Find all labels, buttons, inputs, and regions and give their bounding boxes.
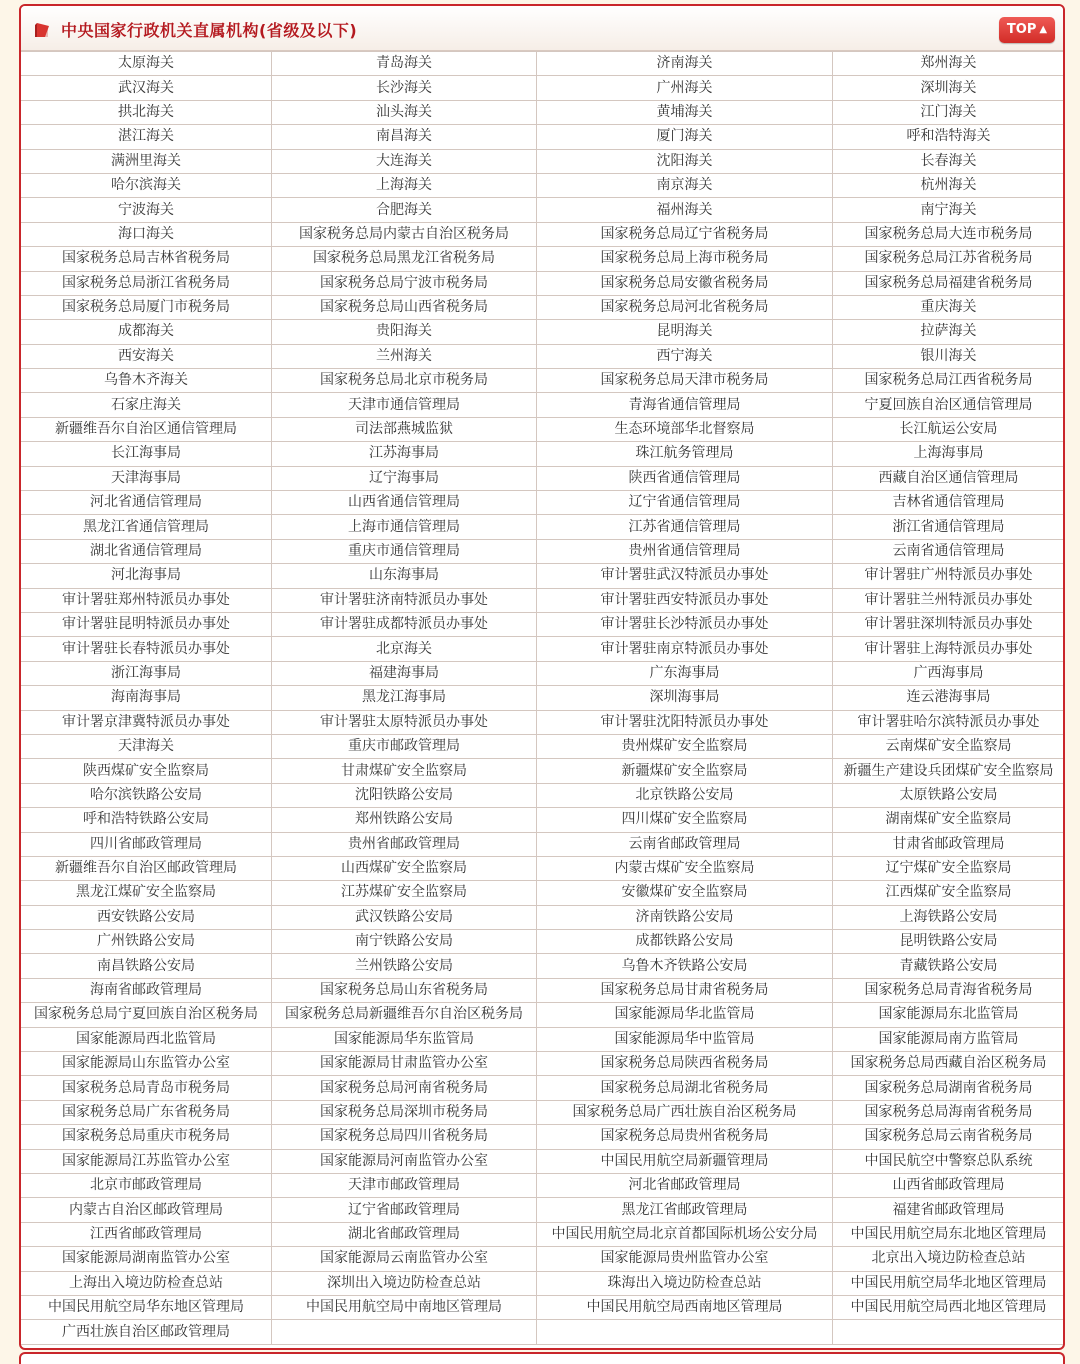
agency-link[interactable]: 国家税务总局青岛市税务局	[21, 1076, 272, 1100]
table-row	[21, 125, 1065, 149]
agency-link[interactable]: 审计署驻武汉特派员办事处	[537, 564, 833, 588]
agency-link[interactable]: 国家税务总局福建省税务局	[833, 271, 1065, 295]
agency-link[interactable]: 银川海关	[833, 344, 1065, 368]
agency-link[interactable]: 审计署驻太原特派员办事处	[272, 710, 537, 734]
agency-link[interactable]: 浙江海事局	[21, 661, 272, 685]
chevron-up-icon: ▲	[1039, 24, 1048, 35]
agency-link[interactable]: 满洲里海关	[21, 149, 272, 173]
agency-link[interactable]: 黄埔海关	[537, 100, 833, 124]
agency-link[interactable]: 福建省邮政管理局	[833, 1198, 1065, 1222]
table-row	[21, 1052, 1065, 1076]
agency-link[interactable]: 连云港海事局	[833, 686, 1065, 710]
table-row	[21, 1247, 1065, 1271]
agency-link[interactable]: 拱北海关	[21, 100, 272, 124]
agency-link[interactable]: 陕西省通信管理局	[537, 466, 833, 490]
table-row	[21, 783, 1065, 807]
agency-link[interactable]: 国家税务总局辽宁省税务局	[537, 222, 833, 246]
agency-link[interactable]: 审计署驻昆明特派员办事处	[21, 612, 272, 636]
agency-link[interactable]: 国家税务总局深圳市税务局	[272, 1100, 537, 1124]
agency-link[interactable]: 沈阳海关	[537, 149, 833, 173]
agency-link[interactable]: 云南煤矿安全监察局	[833, 734, 1065, 758]
agency-link[interactable]: 天津海关	[21, 734, 272, 758]
agency-link[interactable]: 汕头海关	[272, 100, 537, 124]
agency-table	[20, 51, 1065, 1345]
table-row	[21, 1149, 1065, 1173]
agency-link[interactable]: 国家能源局华中监管局	[537, 1027, 833, 1051]
agency-link[interactable]: 上海出入境边防检查总站	[21, 1271, 272, 1295]
agency-link[interactable]: 青海省通信管理局	[537, 393, 833, 417]
agency-link[interactable]: 国家税务总局江苏省税务局	[833, 247, 1065, 271]
agency-link[interactable]: 上海市通信管理局	[272, 515, 537, 539]
table-row	[21, 856, 1065, 880]
agency-link[interactable]: 宁波海关	[21, 198, 272, 222]
agency-link[interactable]: 国家税务总局湖北省税务局	[537, 1076, 833, 1100]
agency-link[interactable]: 国家税务总局湖南省税务局	[833, 1076, 1065, 1100]
agency-link[interactable]: 辽宁省邮政管理局	[272, 1198, 537, 1222]
agency-link[interactable]: 南昌海关	[272, 125, 537, 149]
agency-link[interactable]: 太原海关	[21, 52, 272, 76]
agency-link[interactable]: 郑州铁路公安局	[272, 808, 537, 832]
agency-link[interactable]: 审计署驻哈尔滨特派员办事处	[833, 710, 1065, 734]
table-row	[21, 1222, 1065, 1246]
agency-link[interactable]: 长春海关	[833, 149, 1065, 173]
table-row	[21, 612, 1065, 636]
table-row	[21, 686, 1065, 710]
agency-link[interactable]: 重庆市邮政管理局	[272, 734, 537, 758]
agency-link[interactable]: 国家税务总局大连市税务局	[833, 222, 1065, 246]
agency-link[interactable]: 湛江海关	[21, 125, 272, 149]
agency-link[interactable]: 上海铁路公安局	[833, 905, 1065, 929]
table-row	[21, 76, 1065, 100]
table-row	[21, 1320, 1065, 1344]
agency-link[interactable]: 沈阳铁路公安局	[272, 783, 537, 807]
table-row	[21, 905, 1065, 929]
empty-cell	[537, 1320, 833, 1344]
agency-link[interactable]: 南宁铁路公安局	[272, 930, 537, 954]
agency-link[interactable]: 国家能源局云南监管办公室	[272, 1247, 537, 1271]
agency-link[interactable]: 黑龙江海事局	[272, 686, 537, 710]
agency-link[interactable]: 国家税务总局安徽省税务局	[537, 271, 833, 295]
back-to-top-button[interactable]	[999, 17, 1055, 43]
agency-link[interactable]: 上海海事局	[833, 442, 1065, 466]
table-row	[21, 954, 1065, 978]
table-row	[21, 491, 1065, 515]
agency-link[interactable]: 中国民航空中警察总队系统	[833, 1149, 1065, 1173]
agency-link[interactable]: 郑州海关	[833, 52, 1065, 76]
table-row	[21, 1198, 1065, 1222]
table-row	[21, 1173, 1065, 1197]
agency-link[interactable]: 国家税务总局厦门市税务局	[21, 295, 272, 319]
agency-link[interactable]: 国家税务总局四川省税务局	[272, 1125, 537, 1149]
agency-link[interactable]: 国家税务总局河北省税务局	[537, 295, 833, 319]
agency-link[interactable]: 内蒙古自治区邮政管理局	[21, 1198, 272, 1222]
agency-link[interactable]: 国家税务总局黑龙江省税务局	[272, 247, 537, 271]
agency-link[interactable]: 中国民用航空局华东地区管理局	[21, 1295, 272, 1319]
agency-link[interactable]: 黑龙江煤矿安全监察局	[21, 881, 272, 905]
agency-link[interactable]: 云南省邮政管理局	[537, 832, 833, 856]
agency-link[interactable]: 呼和浩特铁路公安局	[21, 808, 272, 832]
agency-link[interactable]: 国家能源局甘肃监管办公室	[272, 1052, 537, 1076]
agency-link[interactable]: 河北省邮政管理局	[537, 1173, 833, 1197]
agency-link[interactable]: 国家税务总局天津市税务局	[537, 369, 833, 393]
agency-link[interactable]: 大连海关	[272, 149, 537, 173]
agency-link[interactable]: 国家税务总局山西省税务局	[272, 295, 537, 319]
agency-link[interactable]: 长江海事局	[21, 442, 272, 466]
agency-link[interactable]: 国家税务总局浙江省税务局	[21, 271, 272, 295]
table-row	[21, 344, 1065, 368]
agency-link[interactable]: 山西省邮政管理局	[833, 1173, 1065, 1197]
table-row	[21, 832, 1065, 856]
table-row	[21, 417, 1065, 441]
table-row	[21, 515, 1065, 539]
agency-link[interactable]: 厦门海关	[537, 125, 833, 149]
agency-link[interactable]: 武汉海关	[21, 76, 272, 100]
agency-link[interactable]: 新疆生产建设兵团煤矿安全监察局	[833, 759, 1065, 783]
agency-link[interactable]: 安徽煤矿安全监察局	[537, 881, 833, 905]
agency-link[interactable]: 武汉铁路公安局	[272, 905, 537, 929]
agency-link[interactable]: 黑龙江省通信管理局	[21, 515, 272, 539]
agency-link[interactable]: 湖北省邮政管理局	[272, 1222, 537, 1246]
agency-list-panel	[19, 4, 1065, 1350]
empty-cell	[833, 1320, 1065, 1344]
agency-link[interactable]: 国家能源局华东监管局	[272, 1027, 537, 1051]
agency-link[interactable]: 云南省通信管理局	[833, 539, 1065, 563]
table-row	[21, 198, 1065, 222]
agency-link[interactable]: 广东海事局	[537, 661, 833, 685]
agency-link[interactable]: 审计署驻沈阳特派员办事处	[537, 710, 833, 734]
agency-link[interactable]: 国家税务总局云南省税务局	[833, 1125, 1065, 1149]
agency-link[interactable]: 山东海事局	[272, 564, 537, 588]
table-row	[21, 637, 1065, 661]
agency-link[interactable]: 江西煤矿安全监察局	[833, 881, 1065, 905]
agency-link[interactable]: 珠海出入境边防检查总站	[537, 1271, 833, 1295]
table-row	[21, 1271, 1065, 1295]
agency-link[interactable]: 青岛海关	[272, 52, 537, 76]
agency-link[interactable]: 贵州省邮政管理局	[272, 832, 537, 856]
agency-link[interactable]: 中国民用航空局西南地区管理局	[537, 1295, 833, 1319]
agency-link[interactable]: 生态环境部华北督察局	[537, 417, 833, 441]
agency-link[interactable]: 浙江省通信管理局	[833, 515, 1065, 539]
agency-link[interactable]: 辽宁海事局	[272, 466, 537, 490]
agency-link[interactable]: 天津海事局	[21, 466, 272, 490]
agency-link[interactable]: 审计署驻上海特派员办事处	[833, 637, 1065, 661]
next-section-panel	[19, 1352, 1065, 1364]
agency-link[interactable]: 中国民用航空局中南地区管理局	[272, 1295, 537, 1319]
table-row	[21, 710, 1065, 734]
agency-link[interactable]: 深圳海事局	[537, 686, 833, 710]
agency-link[interactable]: 南京海关	[537, 173, 833, 197]
agency-link[interactable]: 内蒙古煤矿安全监察局	[537, 856, 833, 880]
agency-link[interactable]: 国家税务总局吉林省税务局	[21, 247, 272, 271]
agency-link[interactable]: 福建海事局	[272, 661, 537, 685]
back-to-top-label: TOP	[1006, 22, 1037, 37]
agency-link[interactable]: 济南海关	[537, 52, 833, 76]
table-row	[21, 149, 1065, 173]
agency-link[interactable]: 南宁海关	[833, 198, 1065, 222]
agency-link[interactable]: 深圳海关	[833, 76, 1065, 100]
agency-link[interactable]: 国家能源局南方监管局	[833, 1027, 1065, 1051]
agency-link[interactable]: 审计署驻深圳特派员办事处	[833, 612, 1065, 636]
agency-link[interactable]: 海南省邮政管理局	[21, 978, 272, 1002]
agency-link[interactable]: 国家能源局河南监管办公室	[272, 1149, 537, 1173]
agency-link[interactable]: 审计署京津冀特派员办事处	[21, 710, 272, 734]
agency-link[interactable]: 国家能源局华北监管局	[537, 1003, 833, 1027]
agency-link[interactable]: 审计署驻兰州特派员办事处	[833, 588, 1065, 612]
agency-link[interactable]: 审计署驻西安特派员办事处	[537, 588, 833, 612]
table-row	[21, 759, 1065, 783]
agency-link[interactable]: 青藏铁路公安局	[833, 954, 1065, 978]
agency-link[interactable]: 济南铁路公安局	[537, 905, 833, 929]
table-row	[21, 393, 1065, 417]
agency-link[interactable]: 中国民用航空局西北地区管理局	[833, 1295, 1065, 1319]
empty-cell	[272, 1320, 537, 1344]
agency-link[interactable]: 兰州铁路公安局	[272, 954, 537, 978]
table-row	[21, 808, 1065, 832]
agency-link[interactable]: 乌鲁木齐铁路公安局	[537, 954, 833, 978]
table-row	[21, 1003, 1065, 1027]
agency-link[interactable]: 甘肃煤矿安全监察局	[272, 759, 537, 783]
table-row	[21, 271, 1065, 295]
table-row	[21, 978, 1065, 1002]
agency-link[interactable]: 长江航运公安局	[833, 417, 1065, 441]
agency-link[interactable]: 国家能源局西北监管局	[21, 1027, 272, 1051]
agency-link[interactable]: 北京海关	[272, 637, 537, 661]
agency-link[interactable]: 国家税务总局重庆市税务局	[21, 1125, 272, 1149]
agency-link[interactable]: 江苏省通信管理局	[537, 515, 833, 539]
agency-link[interactable]: 国家税务总局海南省税务局	[833, 1100, 1065, 1124]
agency-link[interactable]: 辽宁省通信管理局	[537, 491, 833, 515]
agency-link[interactable]: 广州海关	[537, 76, 833, 100]
agency-link[interactable]: 西安海关	[21, 344, 272, 368]
agency-link[interactable]: 国家能源局山东监管办公室	[21, 1052, 272, 1076]
agency-link[interactable]: 合肥海关	[272, 198, 537, 222]
agency-link[interactable]: 中国民用航空局北京首都国际机场公安分局	[537, 1222, 833, 1246]
agency-link[interactable]: 西安铁路公安局	[21, 905, 272, 929]
agency-link[interactable]: 四川煤矿安全监察局	[537, 808, 833, 832]
agency-link[interactable]: 宁夏回族自治区通信管理局	[833, 393, 1065, 417]
agency-link[interactable]: 审计署驻长春特派员办事处	[21, 637, 272, 661]
agency-link[interactable]: 中国民用航空局东北地区管理局	[833, 1222, 1065, 1246]
table-row	[21, 1027, 1065, 1051]
table-row	[21, 100, 1065, 124]
agency-link[interactable]: 国家税务总局陕西省税务局	[537, 1052, 833, 1076]
table-row	[21, 1125, 1065, 1149]
agency-link[interactable]: 深圳出入境边防检查总站	[272, 1271, 537, 1295]
agency-link[interactable]: 司法部燕城监狱	[272, 417, 537, 441]
agency-link[interactable]: 国家税务总局西藏自治区税务局	[833, 1052, 1065, 1076]
agency-link[interactable]: 中国民用航空局华北地区管理局	[833, 1271, 1065, 1295]
table-row	[21, 442, 1065, 466]
agency-link[interactable]: 上海海关	[272, 173, 537, 197]
agency-link[interactable]: 哈尔滨铁路公安局	[21, 783, 272, 807]
agency-link[interactable]: 呼和浩特海关	[833, 125, 1065, 149]
agency-link[interactable]: 国家税务总局广西壮族自治区税务局	[537, 1100, 833, 1124]
table-row	[21, 661, 1065, 685]
agency-link[interactable]: 国家税务总局甘肃省税务局	[537, 978, 833, 1002]
agency-link[interactable]: 成都铁路公安局	[537, 930, 833, 954]
agency-link[interactable]: 国家税务总局青海省税务局	[833, 978, 1065, 1002]
agency-link[interactable]: 国家能源局东北监管局	[833, 1003, 1065, 1027]
agency-link[interactable]: 审计署驻长沙特派员办事处	[537, 612, 833, 636]
agency-link[interactable]: 国家能源局湖南监管办公室	[21, 1247, 272, 1271]
agency-link[interactable]: 审计署驻郑州特派员办事处	[21, 588, 272, 612]
agency-link[interactable]: 昆明海关	[537, 320, 833, 344]
agency-link[interactable]: 国家税务总局北京市税务局	[272, 369, 537, 393]
table-row	[21, 320, 1065, 344]
agency-link[interactable]: 国家税务总局新疆维吾尔自治区税务局	[272, 1003, 537, 1027]
agency-link[interactable]: 国家税务总局河南省税务局	[272, 1076, 537, 1100]
agency-link[interactable]: 国家税务总局广东省税务局	[21, 1100, 272, 1124]
section-title: 中央国家行政机关直属机构(省级及以下)	[61, 21, 358, 40]
table-row	[21, 247, 1065, 271]
agency-link[interactable]: 重庆海关	[833, 295, 1065, 319]
agency-link[interactable]: 中国民用航空局新疆管理局	[537, 1149, 833, 1173]
agency-link[interactable]: 西宁海关	[537, 344, 833, 368]
agency-link[interactable]: 哈尔滨海关	[21, 173, 272, 197]
agency-link[interactable]: 江苏海事局	[272, 442, 537, 466]
table-row	[21, 1100, 1065, 1124]
agency-link[interactable]: 天津市通信管理局	[272, 393, 537, 417]
agency-link[interactable]: 兰州海关	[272, 344, 537, 368]
agency-link[interactable]: 天津市邮政管理局	[272, 1173, 537, 1197]
table-row	[21, 1076, 1065, 1100]
agency-link[interactable]: 广西海事局	[833, 661, 1065, 685]
document-flag-icon	[35, 23, 51, 37]
agency-link[interactable]: 广州铁路公安局	[21, 930, 272, 954]
agency-link[interactable]: 海南海事局	[21, 686, 272, 710]
agency-link[interactable]: 福州海关	[537, 198, 833, 222]
agency-link[interactable]: 国家能源局贵州监管办公室	[537, 1247, 833, 1271]
table-row	[21, 881, 1065, 905]
agency-link[interactable]: 新疆维吾尔自治区通信管理局	[21, 417, 272, 441]
agency-link[interactable]: 长沙海关	[272, 76, 537, 100]
agency-link[interactable]: 辽宁煤矿安全监察局	[833, 856, 1065, 880]
agency-link[interactable]: 太原铁路公安局	[833, 783, 1065, 807]
agency-link[interactable]: 乌鲁木齐海关	[21, 369, 272, 393]
agency-link[interactable]: 贵州煤矿安全监察局	[537, 734, 833, 758]
table-row	[21, 930, 1065, 954]
table-row	[21, 734, 1065, 758]
agency-link[interactable]: 南昌铁路公安局	[21, 954, 272, 978]
agency-link[interactable]: 陕西煤矿安全监察局	[21, 759, 272, 783]
table-row	[21, 564, 1065, 588]
agency-link[interactable]: 甘肃省邮政管理局	[833, 832, 1065, 856]
agency-link[interactable]: 贵阳海关	[272, 320, 537, 344]
agency-link[interactable]: 江门海关	[833, 100, 1065, 124]
agency-link[interactable]: 昆明铁路公安局	[833, 930, 1065, 954]
table-row	[21, 588, 1065, 612]
agency-link[interactable]: 山西省通信管理局	[272, 491, 537, 515]
agency-link[interactable]: 成都海关	[21, 320, 272, 344]
agency-link[interactable]: 河北省通信管理局	[21, 491, 272, 515]
table-row	[21, 1295, 1065, 1319]
agency-link[interactable]: 审计署驻南京特派员办事处	[537, 637, 833, 661]
agency-link[interactable]: 河北海事局	[21, 564, 272, 588]
agency-link[interactable]: 国家税务总局宁波市税务局	[272, 271, 537, 295]
table-row	[21, 222, 1065, 246]
agency-link[interactable]: 江西省邮政管理局	[21, 1222, 272, 1246]
agency-link[interactable]: 山西煤矿安全监察局	[272, 856, 537, 880]
agency-link[interactable]: 北京市邮政管理局	[21, 1173, 272, 1197]
panel-header	[21, 6, 1063, 51]
table-row	[21, 52, 1065, 76]
agency-link[interactable]: 石家庄海关	[21, 393, 272, 417]
agency-link[interactable]: 江苏煤矿安全监察局	[272, 881, 537, 905]
agency-link[interactable]: 国家税务总局内蒙古自治区税务局	[272, 222, 537, 246]
agency-link[interactable]: 新疆维吾尔自治区邮政管理局	[21, 856, 272, 880]
agency-link[interactable]: 国家税务总局山东省税务局	[272, 978, 537, 1002]
agency-link[interactable]: 国家税务总局上海市税务局	[537, 247, 833, 271]
agency-link[interactable]: 审计署驻广州特派员办事处	[833, 564, 1065, 588]
agency-link[interactable]: 新疆煤矿安全监察局	[537, 759, 833, 783]
table-row	[21, 173, 1065, 197]
agency-link[interactable]: 北京出入境边防检查总站	[833, 1247, 1065, 1271]
agency-link[interactable]: 贵州省通信管理局	[537, 539, 833, 563]
agency-link[interactable]: 审计署驻成都特派员办事处	[272, 612, 537, 636]
agency-link[interactable]: 四川省邮政管理局	[21, 832, 272, 856]
agency-link[interactable]: 重庆市通信管理局	[272, 539, 537, 563]
table-row	[21, 466, 1065, 490]
agency-link[interactable]: 审计署驻济南特派员办事处	[272, 588, 537, 612]
agency-link[interactable]: 北京铁路公安局	[537, 783, 833, 807]
agency-link[interactable]: 吉林省通信管理局	[833, 491, 1065, 515]
table-row	[21, 539, 1065, 563]
agency-link[interactable]: 国家能源局江苏监管办公室	[21, 1149, 272, 1173]
agency-link[interactable]: 杭州海关	[833, 173, 1065, 197]
agency-link[interactable]: 广西壮族自治区邮政管理局	[21, 1320, 272, 1344]
agency-link[interactable]: 黑龙江省邮政管理局	[537, 1198, 833, 1222]
agency-link[interactable]: 国家税务总局贵州省税务局	[537, 1125, 833, 1149]
table-row	[21, 295, 1065, 319]
agency-link[interactable]: 湖北省通信管理局	[21, 539, 272, 563]
agency-link[interactable]: 拉萨海关	[833, 320, 1065, 344]
agency-link[interactable]: 西藏自治区通信管理局	[833, 466, 1065, 490]
agency-link[interactable]: 海口海关	[21, 222, 272, 246]
agency-link[interactable]: 国家税务总局宁夏回族自治区税务局	[21, 1003, 272, 1027]
agency-link[interactable]: 国家税务总局江西省税务局	[833, 369, 1065, 393]
agency-link[interactable]: 湖南煤矿安全监察局	[833, 808, 1065, 832]
table-row	[21, 369, 1065, 393]
agency-link[interactable]: 珠江航务管理局	[537, 442, 833, 466]
